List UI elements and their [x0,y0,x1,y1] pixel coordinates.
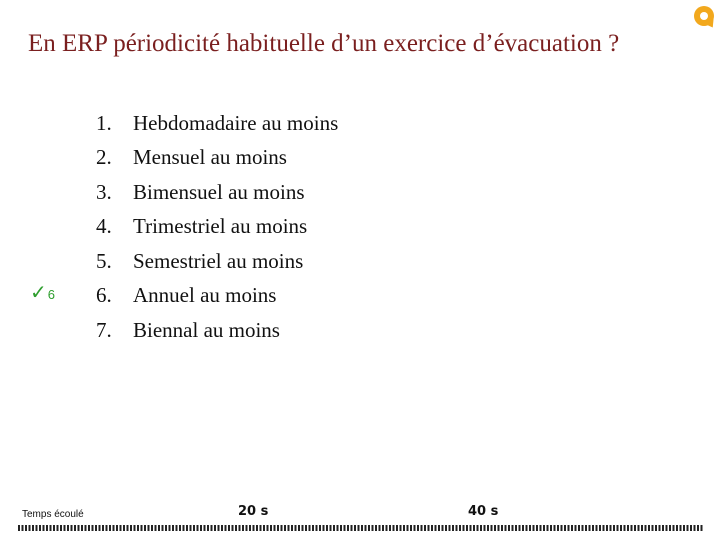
answer-option-1[interactable] [96,106,338,141]
correct-answer-marker [30,283,55,303]
option-label: Mensuel au moins [133,145,287,170]
answer-option-2[interactable] [96,141,338,176]
answer-options [96,106,338,348]
option-number: 2. [96,145,112,170]
option-label: Semestriel au moins [133,248,304,273]
checkmark-icon: ✓ [30,282,47,304]
option-number: 3. [96,179,112,204]
option-number: 6. [96,283,112,308]
quiz-badge-icon [694,6,714,26]
option-number: 7. [96,317,112,342]
option-label: Biennal au moins [133,317,280,342]
timer-tick-20: 20 s [238,504,269,519]
answer-option-4[interactable] [96,210,338,245]
option-label: Annuel au moins [133,283,277,308]
timer-tick-40: 40 s [468,504,499,519]
answer-option-6[interactable] [96,279,338,314]
answer-option-3[interactable] [96,175,338,210]
question-title: En ERP périodicité habituelle d’un exercice d’évacuation ? [28,30,620,57]
answer-option-7[interactable] [96,313,338,348]
option-number: 5. [96,248,112,273]
answer-option-5[interactable] [96,244,338,279]
option-label: Bimensuel au moins [133,179,305,204]
option-label: Trimestriel au moins [133,214,308,239]
elapsed-time-label: Temps écoulé [22,509,84,520]
correct-answer-value: 6 [47,287,55,302]
timer-progress-bar [18,525,704,531]
option-number: 4. [96,214,112,239]
option-number: 1. [96,110,112,135]
option-label: Hebdomadaire au moins [133,110,339,135]
